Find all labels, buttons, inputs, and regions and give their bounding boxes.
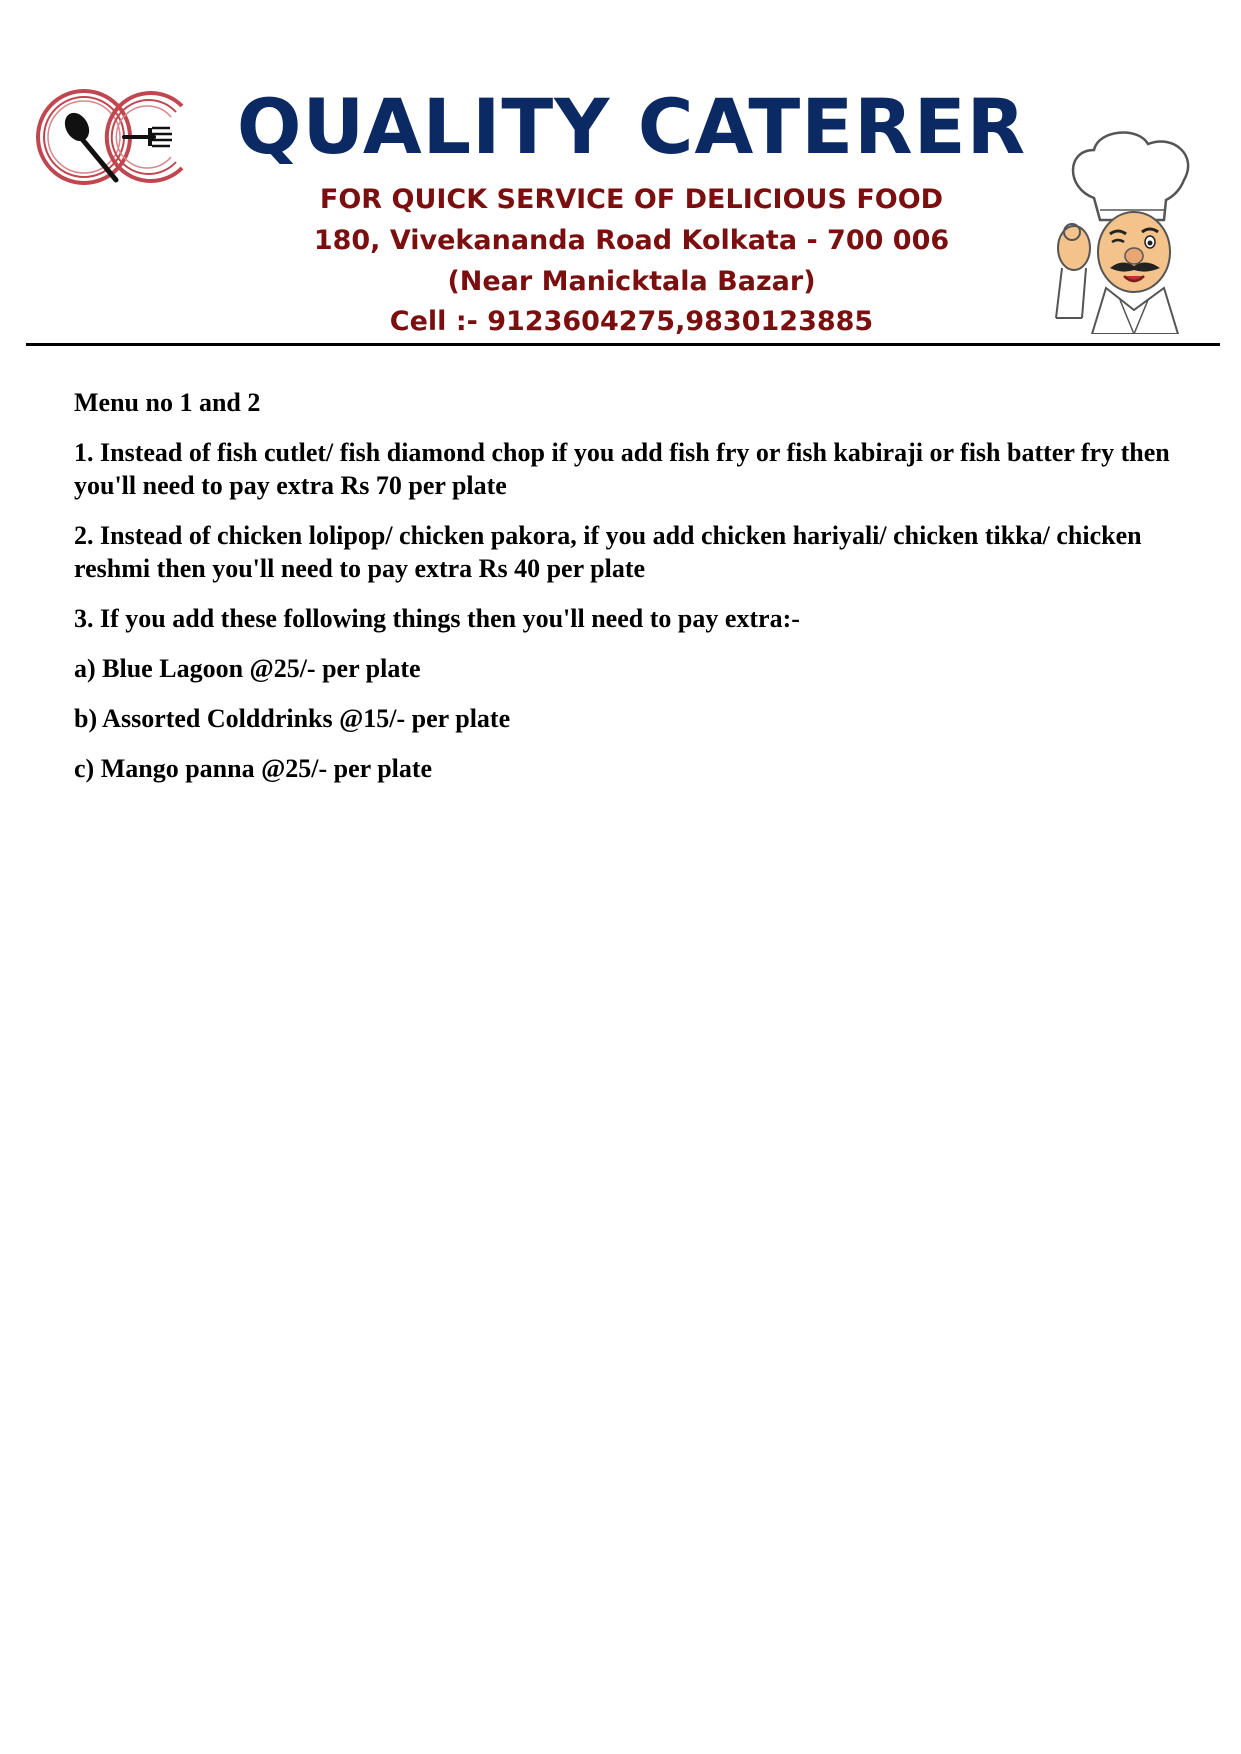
menu-note-1: 1. Instead of fish cutlet/ fish diamond chop if you add fish fry or fish kabiraji or fish batter fry then you'll need to pay extra Rs 70 per plate (74, 438, 1170, 500)
menu-heading: Menu no 1 and 2 (74, 388, 261, 417)
company-title: QUALITY CATERER (236, 82, 1027, 171)
extra-item-colddrinks: b) Assorted Colddrinks @15/- per plate (74, 704, 511, 733)
extra-item-blue-lagoon: a) Blue Lagoon @25/- per plate (74, 654, 421, 683)
menu-note-2: 2. Instead of chicken lolipop/ chicken pakora, if you add chicken hariyali/ chicken tikka/ chicken reshmi then you'll need to pay extra Rs 40 per plate (74, 521, 1142, 583)
company-phone: Cell :- 9123604275,9830123885 (389, 306, 874, 337)
extra-item-mango-panna: c) Mango panna @25/- per plate (74, 754, 433, 783)
company-tagline: FOR QUICK SERVICE OF DELICIOUS FOOD (319, 184, 944, 215)
company-address: 180, Vivekananda Road Kolkata - 700 006 (313, 225, 950, 256)
header-divider (26, 343, 1220, 346)
chef-mascot-icon (1046, 128, 1206, 334)
company-landmark: (Near Manicktala Bazar) (447, 266, 816, 297)
menu-notes (74, 386, 1194, 802)
menu-note-3: 3. If you add these following things then you'll need to pay extra:- (74, 604, 800, 633)
